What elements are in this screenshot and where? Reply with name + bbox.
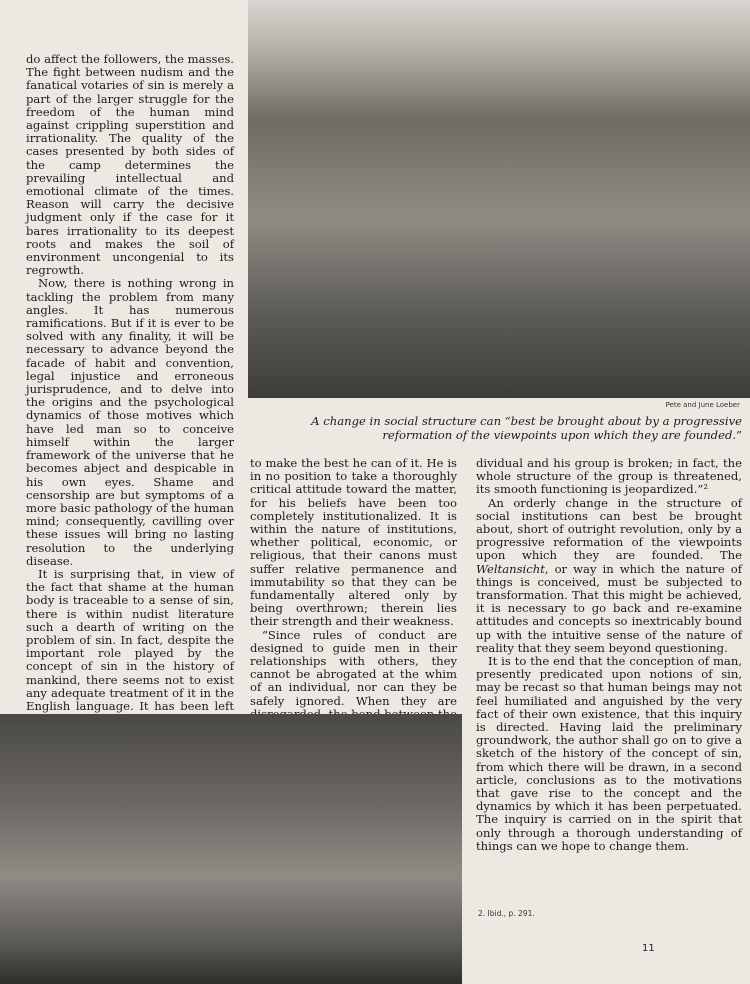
sunbathing-woman-photo — [0, 714, 462, 984]
paragraph: An orderly change in the structure of social institutions can best be brought about, short of outright revolution, only by a progressive reformation of the viewpoints upon which they are founded. The Weltansicht, or way in which the nature of things is conceived, must be subjected to transformation. That this might be achieved, it is necessary to go back and re-examine attitudes and concepts so inextricably bound up with the intuitive sense of the nature of reality that they seem beyond questioning. — [476, 495, 742, 655]
paragraph: dividual and his group is broken; in fact, the whole structure of the group is threatened, its smooth functioning is jeopardized.”² — [476, 456, 742, 497]
paragraph: to make the best he can of it. He is in no position to take a thoroughly critical attitude toward the matter, for his beliefs have been too completely institutionalized. It is within the nature of institutions, whether political, economic, or religious, that their canons must suffer relative permanence and immutability so that they can be fundamentally altered only by being overthrown; therein lies their strength and their weakness. — [250, 456, 457, 629]
footnote: 2. Ibid., p. 291. — [478, 909, 535, 918]
paragraph: Now, there is nothing wrong in tackling the problem from many angles. It has numerous ramifications. But if it is ever to be solved with any finality, it will be necessary to advance beyond the facade of habit and convention, legal injustice and erroneous jurisprudence, and to delve into the origins and the psychological dynamics of those motives which have led man so to conceive himself within the larger framework of the universe that he becomes abject and despicable in his own eyes. Shame and censorship are but symptoms of a more basic pathology of the human mind; consequently, cavilling over these issues will bring no lasting resolution to the underlying disease. — [26, 276, 234, 568]
photo-caption: A change in social structure can “best be brought about by a progressive reformation of the viewpoints upon which they are founded.” — [311, 414, 742, 442]
text-column-1 — [26, 52, 234, 713]
children-painting-photo — [248, 0, 750, 398]
quotation-paragraph: “Since rules of conduct are designed to guide men in their relationships with others, they cannot be abrogated at the whim of an individual, nor can they be safely ignored. When they are — [250, 627, 457, 708]
paragraph: It is to the end that the conception of man, presently predicated upon notions of sin, may be recast so that human beings may not feel humiliated and anguished by the very fact of their own existence, that this inquiry is directed. Having laid the preliminary groundwork, the author shall go on to give a sketch of the history of the concept of sin, from which there will be drawn, in a second article, conclusions as to the motivations that gave rise to the concept and the dynamics by which it has been perpetuated. The inquiry is carried on in the spirit that only through a thorough understanding of things can we hope to change them. — [476, 654, 742, 853]
photo-credit: Pete and June Loeber — [665, 401, 740, 409]
page-number: 11 — [642, 943, 655, 954]
weltansicht-term: Weltansicht — [476, 561, 545, 576]
paragraph: It is surprising that, in view of the fact that shame at the human body is traceable to a sense of sin, there is within nudist literature such a dearth of writing on the problem of sin. In fact, despite the important role played by the concept of sin in the history of mankind, there seems not to exist any adequate treatment of it in the English language. It has been left — [26, 566, 234, 713]
text-column-3 — [476, 457, 742, 907]
paragraph: do affect the followers, the masses. The fight between nudism and the fanatical votaries of sin is merely a part of the larger struggle for the freedom of the human mind against crippling superstition and irrationality. The quality of the cases presented by both sides of the camp determines the prevailing intellectual and emotional climate of the times. Reason will carry the decisive judgment only if the case for it bares irrationality to its deepest roots and makes the soil of environment uncongenial to its regrowth. — [26, 52, 234, 278]
text-column-2 — [250, 456, 457, 708]
